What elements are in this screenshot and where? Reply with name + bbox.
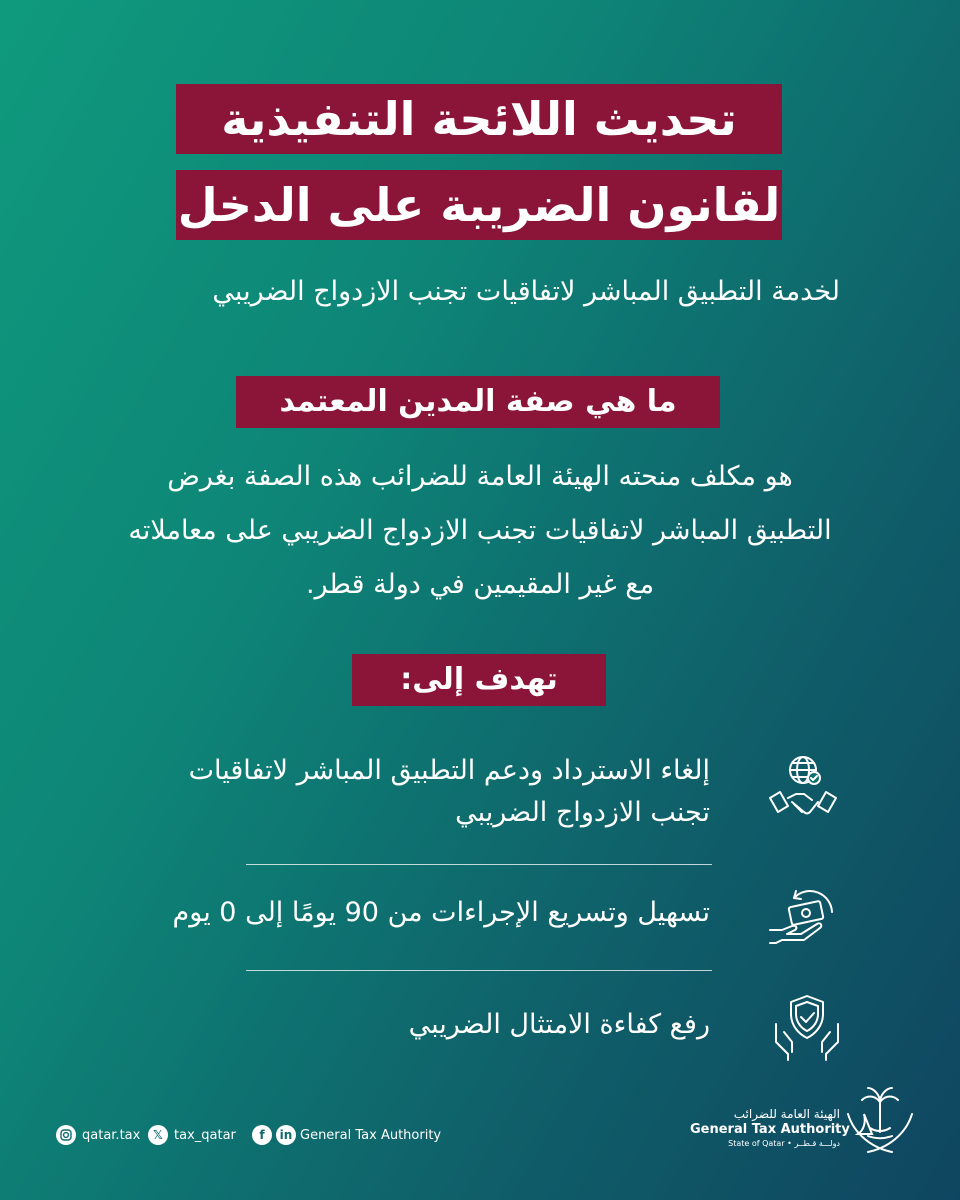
title-line-2: لقانون الضريبة على الدخل xyxy=(176,170,782,240)
divider xyxy=(246,864,712,865)
logo-english: General Tax Authority xyxy=(690,1122,850,1137)
instagram-link[interactable] xyxy=(56,1124,140,1146)
title-line-1: تحديث اللائحة التنفيذية xyxy=(176,84,782,154)
definition-paragraph xyxy=(80,450,880,612)
shield-check-hands-icon xyxy=(770,990,844,1064)
linkedin-icon: in xyxy=(276,1125,296,1145)
instagram-icon xyxy=(56,1125,76,1145)
globe-handshake-icon xyxy=(766,754,840,828)
goal-line: رفع كفاءة الامتثال الضريبي xyxy=(408,1009,710,1040)
divider xyxy=(246,970,712,971)
section-heading-approved-debtor: ما هي صفة المدين المعتمد xyxy=(236,376,720,428)
qatar-emblem-icon xyxy=(840,1080,920,1160)
goal-item xyxy=(409,1004,710,1046)
goal-item xyxy=(189,750,710,834)
definition-line: هو مكلف منحته الهيئة العامة للضرائب هذه الصفة بغرض xyxy=(167,461,793,492)
goal-line: تجنب الازدواج الضريبي xyxy=(455,797,710,828)
definition-line: مع غير المقيمين في دولة قطر. xyxy=(305,569,655,600)
logo-state: State of Qatar • دولـــة قـطــر xyxy=(728,1139,840,1148)
x-link[interactable] xyxy=(148,1124,236,1146)
logo-arabic: الهيئة العامة للضرائب xyxy=(733,1107,840,1121)
facebook-linkedin-handle: General Tax Authority xyxy=(300,1127,442,1143)
facebook-icon: f xyxy=(252,1125,272,1145)
definition-line: التطبيق المباشر لاتفاقيات تجنب الازدواج الضريبي على معاملاته xyxy=(128,515,832,546)
x-handle: tax_qatar xyxy=(174,1127,236,1143)
x-icon: 𝕏 xyxy=(148,1125,168,1145)
section-heading-goals: تهدف إلى: xyxy=(352,654,606,706)
instagram-handle: qatar.tax xyxy=(82,1127,141,1143)
goal-item xyxy=(173,892,710,934)
goal-line: تسهيل وتسريع الإجراءات من 90 يومًا إلى 0 يوم xyxy=(172,897,710,928)
authority-logo-text xyxy=(690,1106,850,1150)
subtitle: لخدمة التطبيق المباشر لاتفاقيات تجنب الازدواج الضريبي xyxy=(212,276,840,307)
money-hand-icon xyxy=(766,880,840,954)
facebook-linkedin-link[interactable] xyxy=(252,1124,441,1146)
goal-line: إلغاء الاسترداد ودعم التطبيق المباشر لاتفاقيات xyxy=(188,755,710,786)
